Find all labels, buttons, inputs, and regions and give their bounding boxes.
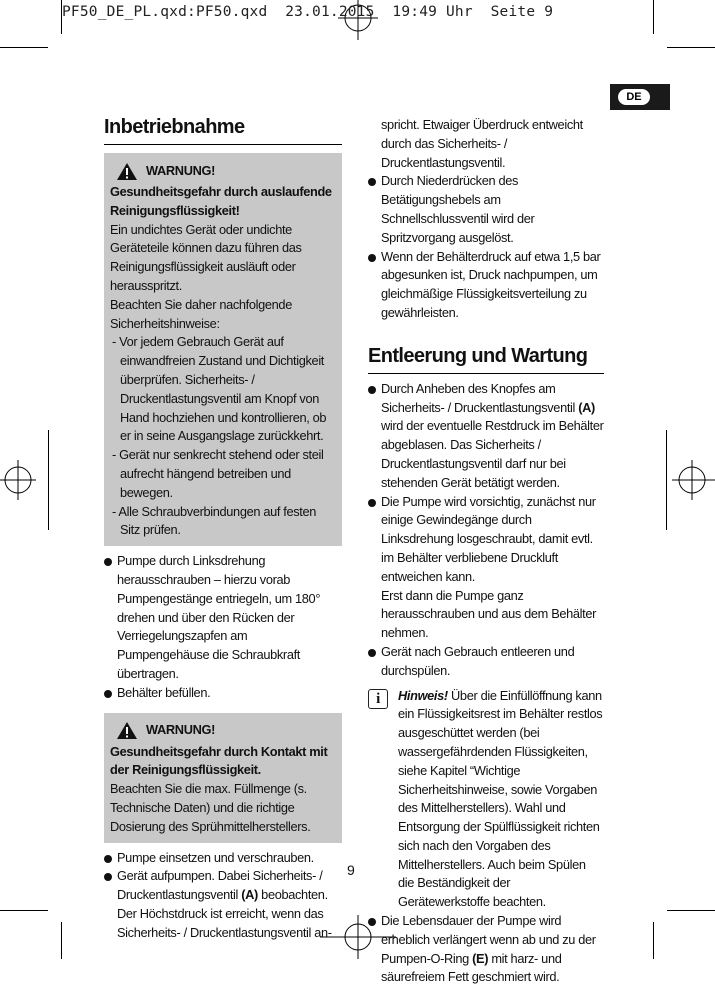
crop-mark: [667, 910, 715, 911]
warning-triangle-icon: [116, 162, 138, 181]
warning-item: - Vor jedem Gebrauch Gerät auf einwandfreien Zustand und Dichtigkeit überprüfen. Sicherheits- / Druckentlastungsventil am Knopf von Hand hochziehen und kontrollieren, ob er in seine Ausgangslage zurückkehrt.: [112, 334, 327, 444]
warning-box: [104, 713, 342, 843]
language-label: DE: [618, 89, 650, 105]
instruction-list: [368, 172, 604, 322]
hint-label: Hinweis!: [398, 687, 448, 703]
list-item: Pumpe einsetzen und verschrauben.: [104, 849, 342, 868]
crop-mark: [61, 922, 62, 959]
warning-label: WARNUNG!: [146, 162, 215, 178]
list-item: Wenn der Behälterdruck auf etwa 1,5 bar abgesunken ist, Druck nachpumpen, um gleichmäßige Flüssigkeitsverteilung zu gewährleisten.: [368, 248, 604, 323]
warning-headline: Gesundheitsgefahr durch auslaufende Reinigungsflüssigkeit!: [110, 184, 332, 218]
list-item: Durch Niederdrücken des Betätigungshebels am Schnellschlussventil wird der Spritzvorgang ausgelöst.: [368, 172, 604, 247]
bullet-icon: [368, 499, 376, 507]
list-item: Behälter befüllen.: [104, 684, 342, 703]
crop-mark: [0, 47, 48, 48]
info-icon: i: [368, 689, 388, 709]
right-column: [368, 116, 604, 987]
crop-mark: [667, 47, 715, 48]
instruction-list: [104, 552, 342, 702]
registration-mark-icon: [672, 455, 715, 505]
warning-item: - Alle Schraubverbindungen auf festen Sitz prüfen.: [112, 503, 317, 538]
print-slug: PF50_DE_PL.qxd:PF50.qxd 23.01.2015 19:49 Uhr Seite 9: [62, 4, 554, 20]
list-item: Die Lebensdauer der Pumpe wird erheblich verlängert wenn ab und zu der Pumpen-O-Ring (E) mit harz- und säurefreiem Fett geschmiert wird.: [368, 912, 604, 987]
section-title-inbetriebnahme: Inbetriebnahme: [104, 114, 342, 145]
warning-label: WARNUNG!: [146, 722, 215, 738]
warning-body: Ein undichtes Gerät oder undichte Geräteteile können dazu führen das Reinigungsflüssigkeit ausläuft oder herausspritzt.: [110, 221, 302, 293]
warning-body: Beachten Sie die max. Füllmenge (s. Technische Daten) und die richtige Dosierung des Sprühmittelherstellers.: [110, 781, 311, 834]
list-item: Gerät aufpumpen. Dabei Sicherheits- / Druckentlastungsventil (A) beobachten. Der Höchstdruck ist erreicht, wenn das Sicherheits- / Druckentlastungsventil an-: [104, 867, 342, 942]
language-tab: [610, 84, 670, 110]
warning-headline: Gesundheitsgefahr durch Kontakt mit der Reinigungsflüssigkeit.: [110, 743, 328, 778]
bullet-icon: [368, 649, 376, 657]
warning-header: [116, 159, 338, 183]
instruction-list: [368, 380, 604, 681]
registration-mark-icon: [0, 455, 36, 505]
section-title-entleerung: Entleerung und Wartung: [368, 343, 604, 374]
crop-mark: [48, 430, 49, 530]
hint-text: Über die Einfüllöffnung kann ein Flüssigkeitsrest im Behälter restlos ausgeschüttet werden (bei wassergefährdenden Flüssigkeiten, siehe Kapitel “Wichtige Sicherheitshinweise, sowie Vorgaben des Mittelherstellers). Wahl und Entsorgung der Spülflüssigkeit richten sich nach den Vorgaben des Mittelherstellers. Auch beim Spülen die Beständigkeit der Gerätewerkstoffe beachten.: [398, 687, 603, 910]
crop-mark: [666, 430, 667, 530]
warning-header: [116, 719, 338, 743]
bullet-icon: [368, 386, 376, 394]
bullet-icon: [104, 690, 112, 698]
bullet-icon: [104, 873, 112, 881]
list-item: Pumpe durch Linksdrehung herausschrauben – hierzu vorab Pumpengestänge entriegeln, um 180° drehen und über den Rücken der Verriegelungszapfen am Pumpengehäuse die Schraubkraft übertragen.: [104, 552, 342, 684]
warning-item: - Gerät nur senkrecht stehend oder steil aufrecht hängend betreiben und bewegen.: [112, 447, 324, 500]
bullet-icon: [368, 178, 376, 186]
warning-box: [104, 153, 342, 546]
list-item: Gerät nach Gebrauch entleeren und durchspülen.: [368, 643, 604, 681]
warning-intro: Beachten Sie daher nachfolgende Sicherheitshinweise:: [110, 296, 292, 331]
list-item: Die Pumpe wird vorsichtig, zunächst nur einige Gewindegänge durch Linksdrehung losgeschraubt, damit evtl. im Behälter verbliebene Druckluft entweichen kann. Erst dann die Pumpe ganz herausschrauben und aus dem Behälter nehmen.: [368, 493, 604, 643]
instruction-list: [104, 849, 342, 943]
bullet-icon: [368, 254, 376, 262]
bullet-icon: [104, 558, 112, 566]
page-number: 9: [347, 862, 355, 878]
crop-mark: [653, 0, 654, 34]
continued-text: spricht. Etwaiger Überdruck entweicht durch das Sicherheits- / Druckentlastungsventil.: [381, 117, 583, 170]
bullet-icon: [104, 855, 112, 863]
left-column: [104, 114, 342, 942]
warning-triangle-icon: [116, 721, 138, 740]
bullet-icon: [368, 918, 376, 926]
hint-note: [368, 687, 604, 913]
crop-mark: [0, 910, 48, 911]
crop-mark: [653, 922, 654, 959]
instruction-list: [368, 912, 604, 987]
list-item: Durch Anheben des Knopfes am Sicherheits- / Druckentlastungsventil (A) wird der eventuelle Restdruck im Behälter abgeblasen. Das Sicherheits / Druckentlastungsventil darf nur bei stehenden Gerät betätigt werden.: [368, 380, 604, 493]
